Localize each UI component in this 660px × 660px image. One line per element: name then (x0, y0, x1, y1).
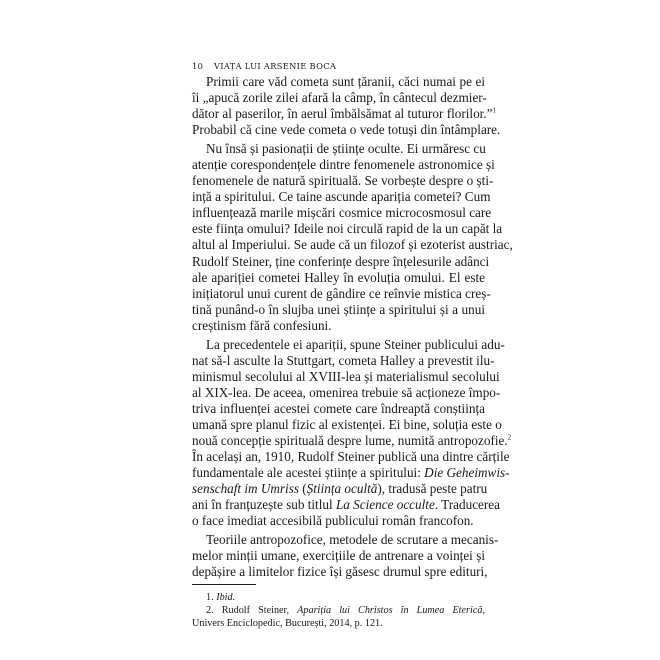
text-line: influențează marile mișcări cosmice microcosmosul care (192, 205, 492, 221)
paragraph-1 (192, 74, 501, 138)
footnote-ref-2[interactable]: 2 (507, 433, 512, 442)
book-page (192, 60, 513, 630)
footnote-author: Rudolf Steiner, (221, 605, 290, 617)
text-line: Nu însă și pasionații de științe oculte. Ei urmăresc cu (206, 141, 486, 157)
footnote-number: 1. (206, 592, 214, 604)
text-line-content: nouă concepție spirituală despre lume, numită antropozofie. (192, 433, 508, 449)
footnote-text: Ibid. (216, 592, 236, 604)
text-line (192, 106, 496, 122)
paren-open: ( (302, 481, 307, 497)
running-head (192, 60, 485, 72)
paragraph-4 (192, 532, 499, 580)
footnote-number: 2. (206, 605, 214, 617)
footnote-title: Apariția lui Christos în Lumea Eterică (297, 605, 483, 617)
text-line (192, 481, 488, 497)
text-line (192, 465, 510, 481)
paragraph-3 (192, 336, 512, 530)
footnote-divider (192, 584, 256, 585)
text-line-content: dător al paserilor, în aerul îmbălsămat al tuturor florilor.” (192, 106, 493, 122)
text-line: este ființa omului? Ideile noi circulă rapid de la un capăt la (192, 221, 503, 237)
paragraph-2 (192, 141, 513, 334)
text-line: tină punând-o în slujba unei științe a spiritului și a unui (192, 301, 485, 317)
book-title-fr: La Science occulte (335, 497, 435, 513)
text-line: fenomenele de natură spirituală. Se vorbește despre o ști- (192, 173, 494, 189)
book-title-ro: Știința ocultă (306, 481, 378, 497)
running-title: VIAȚA LUI ARSENIE BOCA (214, 61, 337, 71)
footnote-1 (192, 591, 485, 604)
text-line: Probabil că cine vede cometa o vede totuși din întâmplare. (192, 122, 501, 138)
text-line: În același an, 1910, Rudolf Steiner publică una dintre cărțile (192, 449, 510, 465)
footnote-2 (192, 604, 485, 617)
footnotes (192, 591, 485, 630)
text-line: îi „apucă zorile zilei afară la câmp, în cântecul dezmier- (192, 90, 487, 106)
page-number: 10 (192, 61, 204, 71)
text-line (192, 497, 500, 513)
text-line: nat să-l asculte la Stuttgart, cometa Halley a prevestit ilu- (192, 352, 495, 368)
text-line: ale apariției cometei Halley în evoluția omului. El este (192, 269, 485, 285)
text-line: Rudolf Steiner, ține conferințe despre înțelesurile adânci (192, 253, 490, 269)
text-line: depășire a limitelor fizice își găsesc drumul spre edituri, (192, 564, 488, 580)
text-line: Teoriile antropozofice, metodele de scrutare a mecanis- (206, 532, 499, 548)
text-line: atenție corespondențele dintre fenomenele astronomice și (192, 157, 495, 173)
text-line-content: ani în franțuzește sub titlul (192, 497, 333, 513)
text-line: Primii care văd cometa sunt țăranii, căci numai pe ei (206, 74, 485, 89)
text-line (192, 433, 512, 449)
footnote-2-cont: Univers Enciclopedic, București, 2014, p. 121. (192, 618, 383, 630)
book-title-de-part1: Die Geheimwis- (424, 465, 510, 481)
text-line: o face imediat accesibilă publicului român francofon. (192, 513, 474, 529)
text-line: umană spre planul fizic al existenței. Ei bine, soluția este o (192, 416, 502, 432)
text-line-content: . Traducerea (434, 497, 500, 513)
footnote-punct: , (482, 605, 485, 617)
footnote-ref-1[interactable]: 1 (492, 106, 496, 115)
text-line: La precedentele ei apariții, spune Steiner publicului adu- (206, 336, 505, 352)
text-line: triva influenței acestei comete care îndreaptă conștiința (192, 400, 485, 416)
text-line: melor minții umane, exercițiile de antrenare a voinței și (192, 548, 485, 564)
text-line: altul al Imperiului. Se aude că un filozof și ezoterist austriac, (192, 237, 513, 253)
text-line: ință a spiritului. Ce taine ascunde apariția cometei? Cum (192, 189, 491, 205)
text-line-content: fundamentale ale acestei științe a spiritului: (192, 465, 421, 481)
book-title-de-part2: senschaft im Umriss (192, 481, 299, 497)
text-line: minismul secolului al XVIII-lea și materialismul secolului (192, 368, 500, 384)
text-line: inițiatorul unui curent de gândire ce reînvie mistica creș- (192, 285, 491, 301)
text-line-content: ), tradusă peste patru (377, 481, 488, 497)
text-line: al XIX-lea. De aceea, omenirea trebuie să acționeze împo- (192, 384, 501, 400)
text-line: creștinism fără confesiuni. (192, 317, 332, 333)
body-text (192, 74, 513, 580)
